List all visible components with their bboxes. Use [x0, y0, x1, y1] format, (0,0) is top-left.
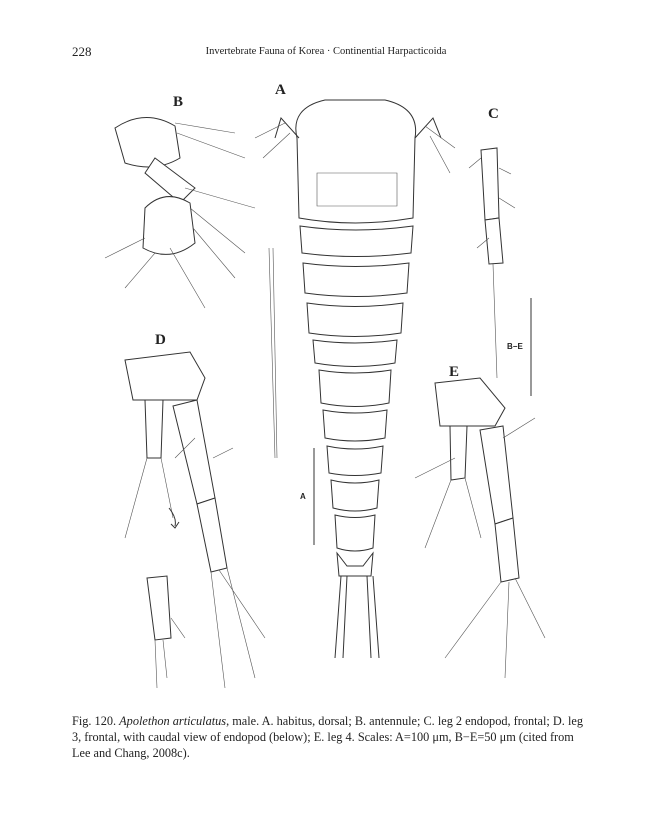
habitus-drawing	[255, 100, 455, 658]
panel-label-a: A	[275, 82, 286, 98]
caption-species: Apolethon articulatus	[119, 714, 227, 728]
caption-text: , male. A. habitus, dorsal; B. antennule; C. leg 2 endopod, frontal; D. leg 3, frontal, with caudal view of endopod (below); E. leg 4. Scales: A=100 μm, B−E=50 μm (cited from Lee and Chang, 2008c).	[72, 714, 583, 760]
figure-caption	[72, 713, 592, 761]
leg3-drawing	[125, 352, 265, 688]
running-head: Invertebrate Fauna of Korea · Continential Harpacticoida	[205, 46, 447, 57]
scale-label-a: A	[300, 492, 306, 501]
figure-plate	[85, 78, 580, 698]
antennule-drawing	[105, 117, 255, 308]
figure-drawing	[85, 78, 580, 698]
panel-label-c: C	[488, 106, 499, 122]
leg4-drawing	[415, 378, 545, 678]
caption-fig-number: Fig. 120.	[72, 714, 117, 728]
panel-label-d: D	[155, 332, 166, 348]
page-number: 228	[72, 44, 92, 59]
panel-label-e: E	[449, 364, 460, 380]
panel-label-b: B	[173, 94, 184, 110]
scale-label-be: B−E	[507, 342, 523, 351]
seta-drawing	[269, 248, 277, 458]
